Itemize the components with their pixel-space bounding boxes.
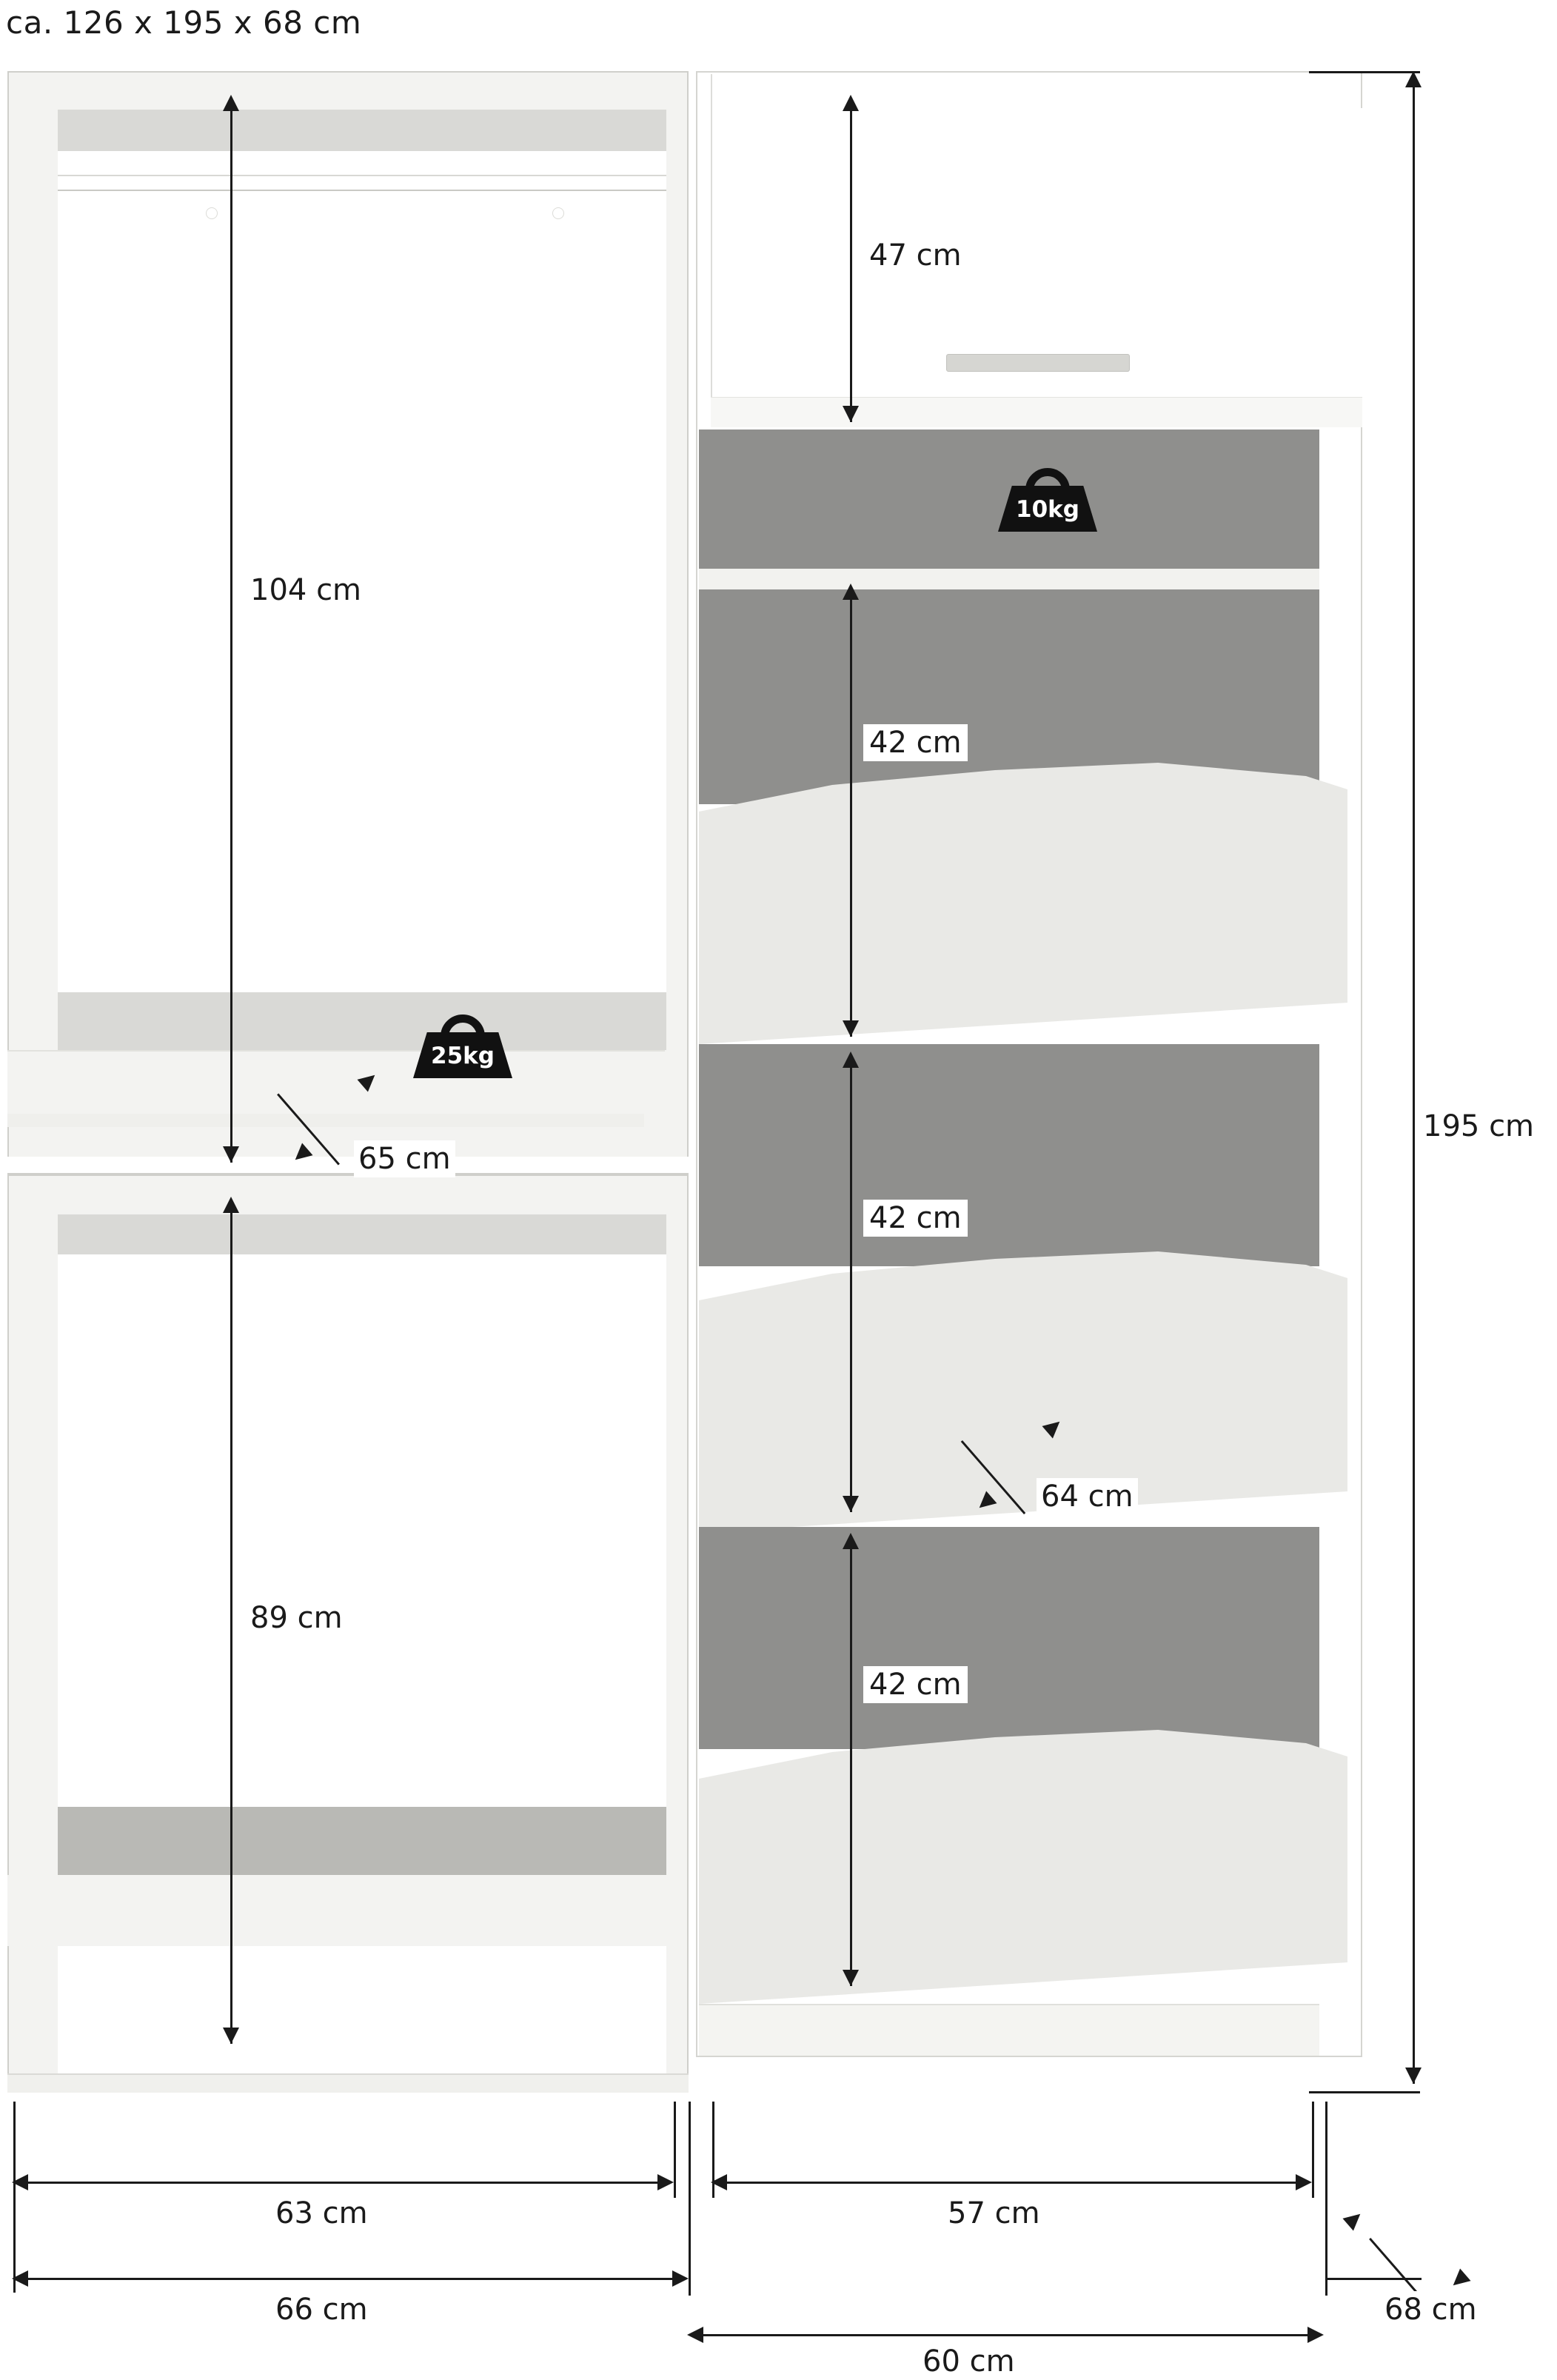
left-lower-top-shadow [58, 1214, 666, 1254]
dim-42c-arrow-top [843, 1533, 859, 1549]
rail-support-left [206, 207, 218, 219]
dim-89-arrow-top [223, 1197, 239, 1213]
dim-195-line [1413, 80, 1415, 2084]
dim-42c-line [850, 1542, 852, 1986]
dim-42c-arrow-bottom [843, 1970, 859, 1986]
dim-57-line [720, 2182, 1307, 2184]
dim-63-tick-right [674, 2102, 676, 2198]
dim-66-label: 66 cm [268, 2291, 375, 2328]
dim-68-label: 68 cm [1380, 2291, 1481, 2328]
dim-195-label: 195 cm [1423, 1109, 1535, 1143]
dim-195-arrow-top [1405, 71, 1422, 87]
dim-68-arrow-up [1342, 2207, 1365, 2230]
dim-195-tick-bottom [1309, 2091, 1420, 2093]
dim-66-tick-right [689, 2102, 691, 2293]
dim-89-line [230, 1206, 232, 2044]
load-badge-10kg [998, 468, 1097, 536]
dim-64-label: 64 cm [1037, 1478, 1138, 1515]
clothes-rail [58, 175, 666, 191]
left-mid-shelf-top [7, 1050, 665, 1115]
dim-66-line [21, 2278, 684, 2280]
load-badge-25kg-label: 25kg [431, 1043, 495, 1069]
dim-65-label: 65 cm [354, 1140, 455, 1177]
dim-57-arrow-left [711, 2174, 727, 2190]
left-mid-shelf-front [7, 1114, 644, 1127]
dim-60-arrow-right [1307, 2327, 1324, 2343]
left-mid-shelf-shadow [58, 992, 666, 1050]
drawer-3-front [699, 1730, 1347, 2004]
dim-42b-arrow-top [843, 1052, 859, 1068]
left-lower-bottom-shadow [58, 1807, 666, 1875]
dim-60-tick-left [689, 2278, 691, 2296]
drawer-3-interior [699, 1527, 1319, 1749]
dim-104-arrow-bottom [223, 1146, 239, 1163]
dim-63-label: 63 cm [268, 2195, 375, 2232]
dim-42b-arrow-bottom [843, 1496, 859, 1512]
dim-89-label: 89 cm [244, 1600, 349, 1637]
dim-89-arrow-bottom [223, 2028, 239, 2044]
dim-63-arrow-right [657, 2174, 674, 2190]
left-lower-bottom-shelf [7, 1875, 665, 1946]
drawer-2-front [699, 1251, 1347, 1533]
page-title: ca. 126 x 195 x 68 cm [6, 4, 362, 41]
dim-47-label: 47 cm [863, 237, 968, 274]
dim-57-tick-right [1312, 2102, 1314, 2198]
dim-104-label: 104 cm [244, 572, 367, 609]
dim-42a-line [850, 592, 852, 1037]
dim-60-arrow-left [687, 2327, 703, 2343]
left-lower-floor [58, 1946, 666, 2087]
dim-195-arrow-bottom [1405, 2068, 1422, 2084]
dim-42c-label: 42 cm [863, 1666, 968, 1703]
left-cabinet-back [58, 148, 666, 992]
right-cabinet-plinth [699, 2004, 1319, 2057]
dim-42a-label: 42 cm [863, 724, 968, 761]
dim-57-label: 57 cm [940, 2195, 1048, 2232]
left-cabinet-lower-back [58, 1251, 666, 1807]
dim-60-line [696, 2334, 1319, 2336]
dim-60-tick-right [1325, 2102, 1327, 2296]
dim-66-arrow-left [12, 2270, 28, 2287]
left-top-shadow [58, 110, 666, 151]
dim-66-arrow-right [672, 2270, 689, 2287]
dim-104-line [230, 104, 232, 1163]
flap-handle [946, 354, 1130, 372]
left-cabinet-gap [7, 1157, 689, 1173]
dim-47-arrow-bottom [843, 406, 859, 422]
dim-60-label: 60 cm [915, 2343, 1022, 2380]
dim-47-line [850, 104, 852, 422]
dim-104-arrow-top [223, 95, 239, 111]
left-cabinet-bottom-edge [7, 2073, 689, 2093]
dim-42b-label: 42 cm [863, 1200, 968, 1237]
drawer-1-front [699, 763, 1347, 1044]
dim-63-line [21, 2182, 669, 2184]
load-badge-10kg-label: 10kg [1016, 496, 1079, 523]
load-badge-25kg [413, 1014, 512, 1083]
dim-68-arrow-down [1447, 2268, 1470, 2291]
dim-42a-arrow-top [843, 584, 859, 600]
dim-42b-line [850, 1060, 852, 1512]
dim-42a-arrow-bottom [843, 1020, 859, 1037]
dim-47-arrow-top [843, 95, 859, 111]
right-cabinet-bottom-edge [696, 2056, 1362, 2093]
right-shelf-board [699, 569, 1319, 589]
dim-57-arrow-right [1296, 2174, 1312, 2190]
drawer-2-interior [699, 1044, 1319, 1266]
dim-195-tick-top [1309, 71, 1420, 73]
flap-door-shadow-edge [711, 397, 1362, 427]
rail-support-right [552, 207, 564, 219]
